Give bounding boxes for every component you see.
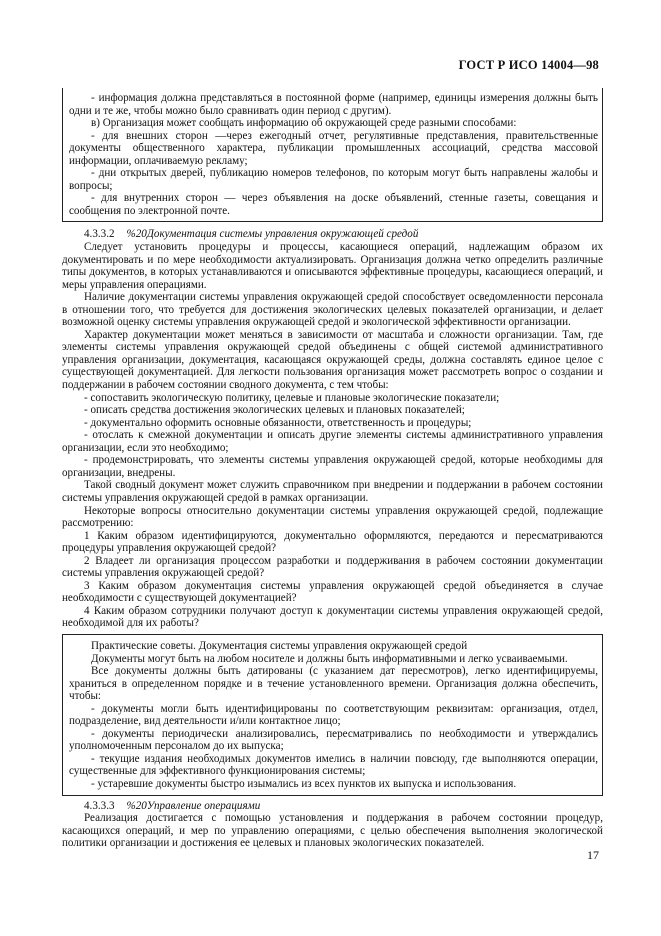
box2-paragraph: Документы могут быть на любом носителе и должны быть информативными и легко усваиваемыми. <box>91 652 568 665</box>
box2-list-item: - документы периодически анализировались, пересматривались по необходимости и утверждались уполномоченным персоналом до их выпуска; <box>69 727 598 753</box>
box1-paragraph: - дни открытых дверей, публикацию номеров телефонов, по которым могут быть направлены жалобы и вопросы; <box>69 167 598 192</box>
list-item: - сопоставить экологическую политику, целевые и плановые экологические показатели; <box>84 391 500 404</box>
page-body <box>62 88 603 850</box>
document-code: ГОСТ Р ИСО 14004—98 <box>458 58 599 72</box>
box2-list-item: - устаревшие документы быстро изымались из всех пунктов их выпуска и использования. <box>91 777 517 790</box>
box2-list-item: - текущие издания необходимых документов имелись в наличии повсюду, где выполняются операции, существенные для эффективного функционирования системы; <box>69 752 598 778</box>
question-item: 3 Каким образом документация системы управления окружающей средой объединяется в случае необходимости с существующей документацией? <box>62 579 603 605</box>
list-item: - документально оформить основные обязанности, ответственность и процедуры; <box>84 416 472 429</box>
box1-paragraph: - для внешних сторон —через ежегодный отчет, регулятивные представления, правительственные документы общественного характера, публикации промышленных ассоциаций, средства массовой информации, оплачиваемую рекламу; <box>69 129 598 167</box>
box1-paragraph: - информация должна представляться в постоянной форме (например, единицы измерения должны быть одни и те же, чтобы можно было сравнивать один период с другим). <box>69 92 598 117</box>
section-title: %20Управление операциями <box>126 799 261 812</box>
body-paragraph: Некоторые вопросы относительно документации системы управления окружающей средой, подлежащие рассмотрению: <box>62 504 603 530</box>
box2-paragraph: Все документы должны быть датированы (с указанием дат пересмотров), легко идентифицируемы, храниться в определенном порядке и в течение установленного времени. Организация должна обеспечить, чтобы: <box>69 665 598 703</box>
body-paragraph: Наличие документации системы управления окружающей средой способствует осведомленности персонала в отношении того, что требуется для достижения экологических целевых показателей организации, и делает возможной оценку системы управления окружающей средой и экологической эффективности организации. <box>62 291 603 329</box>
body-paragraph: Такой сводный документ может служить справочником при внедрении и поддержании в рабочем состоянии системы управления окружающей средой в рамках организации. <box>62 479 603 504</box>
question-item: 4 Каким образом сотрудники получают доступ к документации системы управления окружающей средой, необходимой для их работы? <box>62 604 603 630</box>
box1-paragraph: - для внутренних сторон — через объявления на доске объявлений, стенные газеты, совещания и сообщения по электронной почте. <box>69 192 598 217</box>
page-number: 17 <box>587 848 599 862</box>
body-paragraph: Реализация достигается с помощью установления и поддержания в рабочем состоянии процедур, касающихся операций, и мер по управлению операциями, с целью обеспечения выполнения экологической политики организации и достижения ее целевых и плановых экологических показателей. <box>62 812 603 850</box>
practical-advice-box <box>62 634 603 796</box>
box1-paragraph: в) Организация может сообщать информацию об окружающей среде разными способами: <box>91 117 517 130</box>
list-item: - отослать к смежной документации и описать другие элементы системы административного управления организации, если это необходимо; <box>62 429 603 454</box>
list-item: - продемонстрировать, что элементы системы управления окружающей средой, которые необходимы для организации, внедрены. <box>62 454 603 479</box>
continued-framed-box <box>62 88 603 222</box>
box2-title: Практические советы. Документация системы управления окружающей средой <box>91 639 468 652</box>
list-item: - описать средства достижения экологических целевых и плановых показателей; <box>84 404 465 417</box>
section-heading-4-3-3-2 <box>62 228 603 241</box>
question-item: 1 Каким образом идентифицируются, документально оформляются, передаются и пересматриваются процедуры управления окружающей средой? <box>62 529 603 555</box>
section-number: 4.3.3.3 <box>84 799 115 812</box>
section-number: 4.3.3.2 <box>84 228 115 241</box>
section-title: %20Документация системы управления окружающей средой <box>126 228 419 241</box>
box2-list-item: - документы могли быть идентифицированы по соответствующим реквизитам: организация, отдел, подразделение, вид деятельности и/или контактное лицо; <box>69 702 598 728</box>
body-paragraph: Характер документации может меняться в зависимости от масштаба и сложности организации. Там, где элементы системы управления окружающей средой объединены с общей системой административного управления организации, документация, касающаяся окружающей среды, должна составлять единое целое с существующей документацией. Для легкости пользования организация может рассмотреть вопрос о создании и поддержании в рабочем состоянии сводного документа, с тем чтобы: <box>62 328 603 392</box>
question-item: 2 Владеет ли организация процессом разработки и поддерживания в рабочем состоянии документации системы управления окружающей средой? <box>62 554 603 580</box>
section-heading-4-3-3-3 <box>62 800 603 813</box>
body-paragraph: Следует установить процедуры и процессы, касающиеся операций, надлежащим образом их документировать и по мере необходимости актуализировать. Организация должна четко определить различные типы документов, в которых устанавливаются и описываются эффективные процедуры, касающиеся операций, и меры управления операциями. <box>62 241 603 291</box>
